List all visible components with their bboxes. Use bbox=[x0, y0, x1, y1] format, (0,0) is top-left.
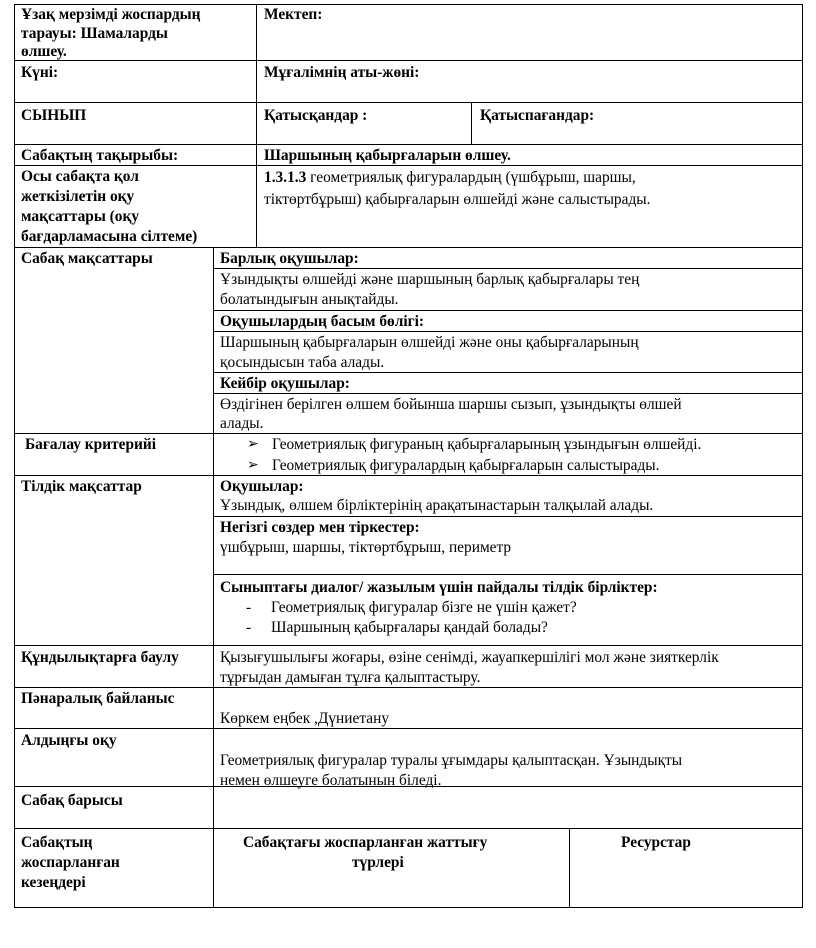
row-line bbox=[14, 165, 803, 166]
row-line bbox=[14, 144, 803, 145]
objectives-label: жеткізілетін оқу bbox=[21, 188, 135, 205]
objective-text-part: геометриялық фигуралардың (үшбұрыш, шаршы, bbox=[306, 169, 636, 186]
prior-learning-text: Геометриялық фигуралар туралы ұғымдары қалыптасқан. Ұзындықты bbox=[220, 752, 683, 769]
sub-row-line bbox=[213, 393, 803, 394]
criteria-item: Геометриялық фигураның қабырғаларының ұзындығын өлшейді. bbox=[272, 436, 702, 453]
sub-row-line bbox=[213, 372, 803, 373]
row-line bbox=[14, 60, 803, 61]
some-students-text: алады. bbox=[220, 415, 264, 432]
row-line bbox=[14, 687, 803, 688]
arrow-bullet-icon: ➢ bbox=[247, 458, 259, 473]
dialog-dash: - bbox=[246, 599, 252, 616]
present-label: Қатысқандар : bbox=[264, 107, 368, 124]
sub-row-line bbox=[213, 310, 803, 311]
students-title: Оқушылар: bbox=[220, 478, 304, 495]
values-label: Құндылықтарға баулу bbox=[21, 649, 179, 666]
values-text: тұрғыдан дамыған тұлға қалыптастыру. bbox=[220, 669, 481, 686]
row-line bbox=[14, 433, 803, 434]
col-line bbox=[569, 828, 570, 908]
dialog-item: Геометриялық фигуралар бізге не үшін қажет? bbox=[271, 599, 577, 616]
all-students-text: болатындығын анықтайды. bbox=[220, 291, 399, 308]
most-students-title: Оқушылардың басым бөлігі: bbox=[220, 313, 425, 330]
long-term-plan-label: тарауы: Шамаларды bbox=[21, 25, 168, 42]
long-term-plan-label: Ұзақ мерзімді жоспардың bbox=[21, 6, 201, 23]
cross-subject-label: Пәнаралық байланыс bbox=[21, 690, 175, 707]
dialog-dash: - bbox=[246, 619, 252, 636]
absent-label: Қатыспағандар: bbox=[480, 107, 595, 124]
teacher-name-label: Мұғалімнің аты-жөні: bbox=[264, 64, 420, 81]
objectives-label: Осы сабақта қол bbox=[21, 168, 139, 185]
prior-learning-label: Алдыңғы оқу bbox=[21, 732, 117, 749]
sub-row-line bbox=[213, 331, 803, 332]
stages-column-header: Сабақтың bbox=[21, 834, 93, 851]
dialog-title: Сыныптағы диалог/ жазылым үшін пайдалы тілдік бірліктер: bbox=[220, 579, 658, 596]
all-students-title: Барлық оқушылар: bbox=[220, 250, 359, 267]
objectives-label: мақсаттары (оқу bbox=[21, 208, 140, 225]
table-border-left bbox=[14, 4, 15, 908]
school-label: Мектеп: bbox=[264, 6, 323, 23]
objective-text: тіктөртбұрыш) қабырғаларын өлшейді және салыстырады. bbox=[264, 191, 651, 208]
exercises-column-header: түрлері bbox=[352, 854, 404, 871]
sub-row-line bbox=[213, 516, 803, 517]
most-students-text: Шаршының қабырғаларын өлшейді және оны қабырғаларының bbox=[220, 334, 639, 351]
criteria-label: Бағалау критерийі bbox=[25, 436, 157, 453]
students-text: Ұзындық, өлшем бірліктерінің арақатынастарын талқылай алады. bbox=[220, 497, 654, 514]
row-line bbox=[14, 645, 803, 646]
objective-code: 1.3.1.3 bbox=[264, 169, 307, 186]
prior-learning-text: немен өлшеуге болатынын біледі. bbox=[220, 772, 442, 789]
row-line bbox=[14, 828, 803, 829]
resources-column-header: Ресурстар bbox=[621, 834, 691, 851]
long-term-plan-label: өлшеу. bbox=[21, 43, 67, 60]
row-line bbox=[14, 728, 803, 729]
some-students-text: Өздігінен берілген өлшем бойынша шаршы сызып, ұзындықты өлшей bbox=[220, 396, 682, 413]
table-border-right bbox=[802, 4, 803, 908]
criteria-item: Геометриялық фигуралардың қабырғаларын салыстырады. bbox=[272, 457, 660, 474]
row-line bbox=[14, 102, 803, 103]
col-line bbox=[213, 247, 214, 829]
values-text: Қызығушылығы жоғары, өзіне сенімді, жауапкершілігі мол және зияткерлік bbox=[220, 649, 719, 666]
sub-row-line bbox=[213, 574, 803, 575]
keywords-text: үшбұрыш, шаршы, тіктөртбұрыш, периметр bbox=[220, 539, 512, 556]
col-line bbox=[213, 828, 214, 908]
dialog-item: Шаршының қабырғалары қандай болады? bbox=[271, 619, 548, 636]
most-students-text: қосындысын таба алады. bbox=[220, 354, 385, 371]
col-line bbox=[256, 4, 257, 248]
goals-label: Сабақ мақсаттары bbox=[21, 250, 153, 267]
date-label: Күні: bbox=[21, 64, 59, 81]
class-label: СЫНЫП bbox=[21, 107, 87, 124]
arrow-bullet-icon: ➢ bbox=[247, 437, 259, 452]
col-line bbox=[471, 102, 472, 145]
cross-subject-text: Көркем еңбек ,Дүниетану bbox=[220, 710, 390, 727]
objective-text bbox=[264, 168, 636, 187]
sub-row-line bbox=[213, 268, 803, 269]
some-students-title: Кейбір оқушылар: bbox=[220, 375, 350, 392]
all-students-text: Ұзындықты өлшейді және шаршының барлық қабырғалары тең bbox=[220, 271, 640, 288]
keywords-title: Негізгі сөздер мен тіркестер: bbox=[220, 519, 420, 536]
topic-value: Шаршының қабырғаларын өлшеу. bbox=[264, 147, 511, 164]
stages-column-header: жоспарланған bbox=[21, 854, 120, 871]
objectives-label: бағдарламасына сілтеме) bbox=[21, 228, 198, 245]
row-line bbox=[14, 247, 803, 248]
topic-label: Сабақтың тақырыбы: bbox=[21, 147, 179, 164]
language-goals-label: Тілдік мақсаттар bbox=[21, 478, 142, 495]
lesson-progress-label: Сабақ барысы bbox=[21, 792, 123, 809]
table-border-bottom bbox=[14, 907, 803, 908]
row-line bbox=[14, 475, 803, 476]
exercises-column-header: Сабақтағы жоспарланған жаттығу bbox=[243, 834, 488, 851]
stages-column-header: кезеңдері bbox=[21, 874, 86, 891]
